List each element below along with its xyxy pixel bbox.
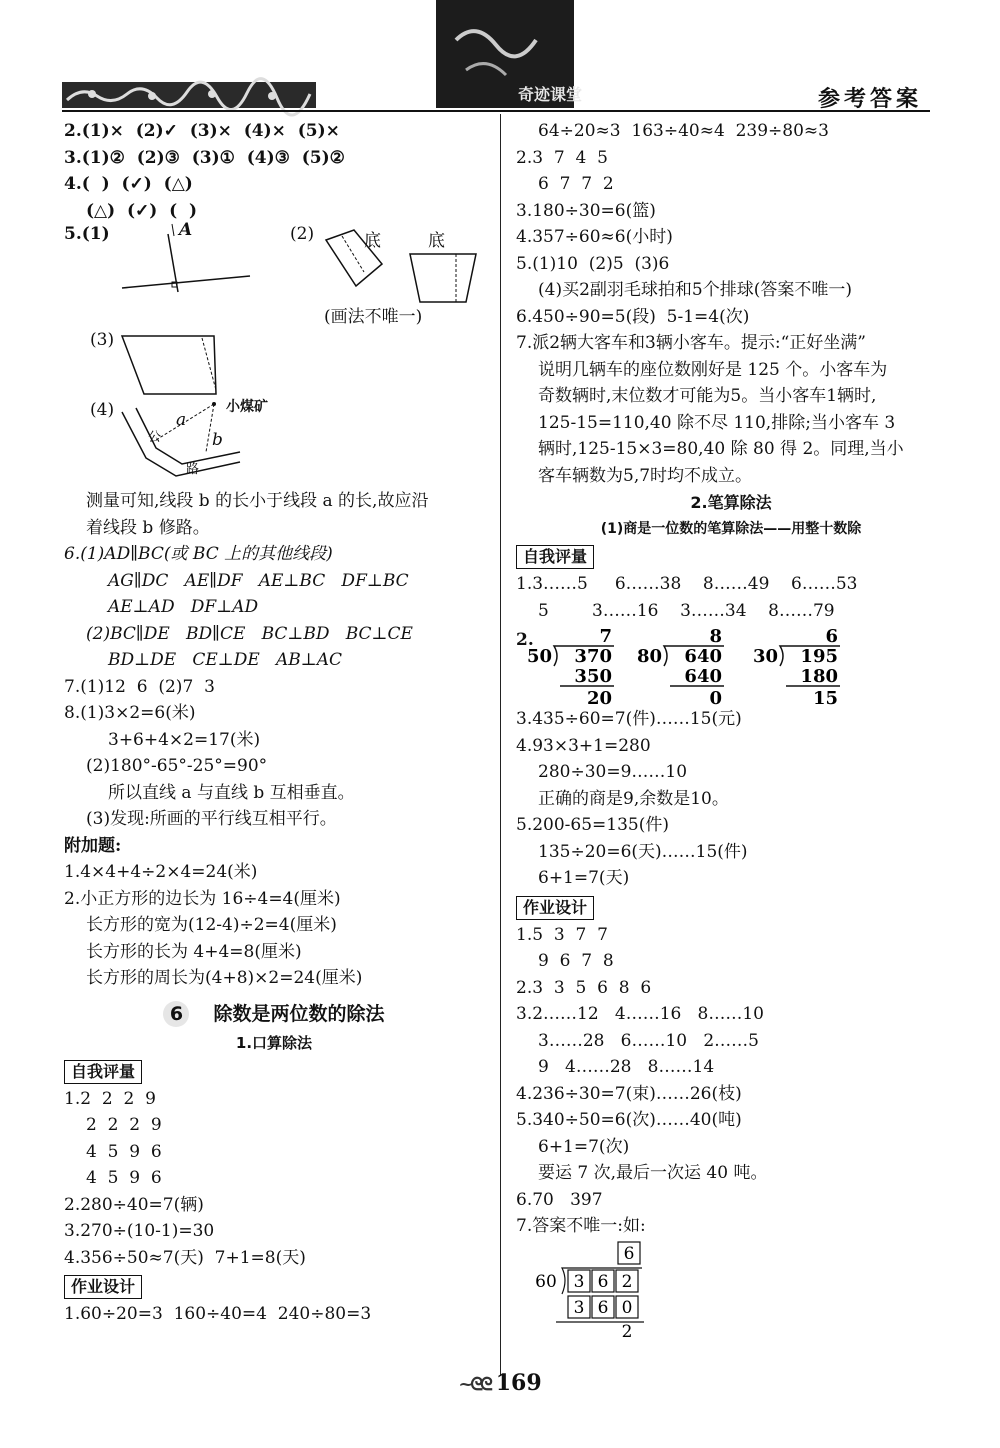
answer-line: 所以直线 a 与直线 b 互相垂直。: [108, 782, 355, 803]
answer-line: 7.派2辆大客车和3辆小客车。提示:“正好坐满”: [516, 333, 866, 353]
div1-divisor: 50: [526, 646, 552, 667]
div2-divisor: 80: [636, 646, 662, 667]
page-number: [0, 1370, 1000, 1396]
box-remainder: 2: [621, 1321, 633, 1342]
homework-label: 作业设计: [64, 1275, 142, 1299]
segment-b-label: b: [212, 430, 223, 450]
answer-line: (3)发现:所画的平行线互相平行。: [86, 809, 337, 829]
div2-dividend: 640: [684, 646, 722, 667]
answer-line: 4.236÷30=7(束)……26(枝): [516, 1083, 742, 1104]
div2-remainder: 0: [709, 688, 722, 709]
div1-product: 350: [574, 666, 612, 687]
header-ornament: [62, 82, 316, 108]
chapter-number: 6: [163, 1001, 189, 1027]
answer-line: 4.357÷60≈6(小时): [516, 227, 673, 247]
box-divisor: 60: [535, 1271, 557, 1292]
logo: [436, 0, 583, 108]
page-number-value: 169: [495, 1370, 542, 1396]
answer-line: (2)180°-65°-25°=90°: [86, 756, 268, 776]
div3-remainder: 15: [812, 688, 838, 709]
answer-line: 着线段 b 修路。: [86, 517, 210, 538]
answer-line: 9 4……28 8……14: [538, 1057, 715, 1077]
answer-line: 4.93×3+1=280: [516, 735, 651, 756]
drawing-note: (画法不唯一): [324, 307, 423, 327]
div3-product: 180: [800, 666, 838, 687]
answer-line: 测量可知,线段 b 的长小于线段 a 的长,故应沿: [86, 491, 429, 511]
answer-line: 要运 7 次,最后一次运 40 吨。: [538, 1163, 768, 1183]
chapter-title: 除数是两位数的除法: [213, 1002, 385, 1025]
point-a-label: A: [179, 220, 193, 240]
chapter-heading: [64, 998, 484, 1030]
answer-line: 长方形的宽为(12-4)÷2=4(厘米): [86, 915, 337, 935]
q2-label: 2.: [516, 630, 534, 650]
answer-line: 4 5 9 6: [86, 1141, 162, 1162]
div1-dividend: 370: [574, 646, 612, 667]
extra-title: 附加题:: [64, 835, 122, 856]
base-label: 底: [364, 231, 381, 251]
answer-line: 1.2 2 2 9: [64, 1088, 156, 1109]
answer-line: 奇数辆时,末位数才可能为5。当小客车1辆时,: [538, 386, 877, 406]
swirl-ornament-icon: ~ᘓᘓ: [458, 1374, 490, 1395]
q5-3-figure: [64, 330, 484, 400]
page-title: 参考答案: [817, 86, 922, 112]
answer-line: 2.280÷40=7(辆): [64, 1194, 204, 1215]
answer-line: 7.(1)12 6 (2)7 3: [64, 676, 215, 697]
right-column: [516, 118, 946, 1340]
segment-a-label: a: [176, 410, 187, 430]
answer-line: 280÷30=9……10: [538, 762, 688, 782]
q5-label-4: (4): [90, 400, 115, 420]
box-dividend-digit: 3: [573, 1271, 585, 1292]
div3-divisor: 30: [752, 646, 778, 667]
q5-label-1: 5.(1): [64, 224, 110, 244]
header-rule: [62, 110, 930, 112]
answer-line: 1.4×4+4÷2×4=24(米): [64, 862, 258, 882]
answer-line: 1.3……5 6……38 8……49 6……53: [516, 574, 858, 594]
answer-line: 5 3……16 3……34 8……79: [538, 600, 835, 621]
box-product-digit: 3: [573, 1297, 585, 1318]
answer-line: 2.3 3 5 6 8 6: [516, 977, 652, 998]
self-assessment-label: 自我评量: [64, 1060, 142, 1084]
answer-line: BD⊥DE CE⊥DE AB⊥AC: [108, 650, 343, 670]
answer-line: 1.5 3 7 7: [516, 924, 608, 945]
answer-line: 5.340÷50=6(次)……40(吨): [516, 1110, 742, 1130]
homework-label: 作业设计: [516, 896, 594, 920]
q5-label-3: (3): [90, 330, 115, 350]
boxed-division: [516, 1240, 946, 1340]
answer-line: 2.小正方形的边长为 16÷4=4(厘米): [64, 888, 341, 909]
box-product-digit: 0: [621, 1297, 633, 1318]
answer-line: 3+6+4×2=17(米): [108, 729, 261, 750]
box-dividend-digit: 2: [621, 1271, 633, 1292]
section-title: 1.口算除法: [235, 1033, 313, 1052]
div3-dividend: 195: [800, 646, 838, 667]
column-divider: [500, 114, 501, 1376]
base-label: 底: [428, 231, 445, 251]
mine-label: 小煤矿: [226, 399, 268, 415]
answer-line: 辆时,125-15×3=80,40 除 80 得 2。同理,当小: [538, 439, 904, 459]
answer-line: 3……28 6……10 2……5: [538, 1030, 759, 1051]
answer-line: (2)BC∥DE BD∥CE BC⊥BD BC⊥CE: [86, 623, 413, 644]
answer-line: 8.(1)3×2=6(米): [64, 703, 196, 723]
answer-line: (4)买2副羽毛球拍和5个排球(答案不唯一): [538, 280, 852, 300]
answer-line: 3.180÷30=6(篮): [516, 200, 656, 221]
road-label: 路: [186, 462, 200, 477]
answer-line: 2.(1)× (2)✓ (3)× (4)× (5)×: [64, 121, 340, 141]
road-label: 公: [148, 430, 162, 445]
answer-line: 3.435÷60=7(件)……15(元): [516, 709, 742, 729]
answer-line: 说明几辆车的座位数刚好是 125 个。小客车为: [538, 359, 888, 380]
answer-line: 6+1=7(次): [538, 1136, 630, 1157]
answer-line: 长方形的长为 4+4=8(厘米): [86, 941, 302, 962]
answer-line: 1.60÷20=3 160÷40=4 240÷80=3: [64, 1304, 372, 1324]
answer-line: 4 5 9 6: [86, 1168, 162, 1188]
answer-line: 5.200-65=135(件): [516, 815, 669, 835]
subsection-title: (1)商是一位数的笔算除法——用整十数除: [600, 521, 862, 537]
left-column: [64, 118, 484, 1328]
self-assessment-label: 自我评量: [516, 545, 594, 569]
box-product-digit: 6: [597, 1297, 609, 1318]
answer-line: 客车辆数为5,7时均不成立。: [538, 465, 753, 486]
long-division-row: [516, 624, 946, 709]
answer-line: 135÷20=6(天)……15(件): [538, 841, 748, 862]
answer-line: 6.70 397: [516, 1189, 603, 1210]
answer-line: 64÷20≈3 163÷40≈4 239÷80≈3: [538, 121, 829, 141]
q5-figures: [64, 220, 484, 330]
answer-line: 5.(1)10 (2)5 (3)6: [516, 253, 670, 274]
box-quotient: 6: [623, 1243, 635, 1264]
div2-product: 640: [684, 666, 722, 687]
answer-line: 3.270÷(10-1)=30: [64, 1221, 215, 1241]
answer-line: 4.( ) (✓) (△): [64, 174, 193, 194]
answer-line: 2 2 2 9: [86, 1115, 162, 1135]
answer-line: AG∥DC AE∥DF AE⊥BC DF⊥BC: [108, 570, 409, 591]
section-title: 2.笔算除法: [690, 493, 772, 512]
answer-line: 125-15=110,40 除不尽 110,排除;当小客车 3: [538, 412, 896, 433]
answer-line: 9 6 7 8: [538, 951, 614, 971]
answer-line: 3.2……12 4……16 8……10: [516, 1004, 764, 1024]
answer-line: 7.答案不唯一:如:: [516, 1216, 646, 1236]
div1-quotient: 7: [599, 626, 612, 647]
answer-line: 正确的商是9,余数是10。: [538, 788, 729, 809]
q5-label-2: (2): [290, 224, 315, 244]
logo-text: 奇迹课堂: [518, 85, 583, 104]
answer-line: 长方形的周长为(4+8)×2=24(厘米): [86, 968, 363, 988]
answer-line: 2.3 7 4 5: [516, 147, 608, 168]
div2-quotient: 8: [709, 626, 722, 647]
div1-remainder: 20: [586, 688, 612, 709]
answer-line: 6+1=7(天): [538, 868, 630, 888]
answer-line: 6.450÷90=5(段) 5-1=4(次): [516, 306, 750, 327]
answer-line: 4.356÷50≈7(天) 7+1=8(天): [64, 1247, 306, 1268]
answer-line: AE⊥AD DF⊥AD: [108, 597, 259, 617]
answer-line: 6.(1)AD∥BC(或 BC 上的其他线段): [64, 544, 333, 564]
answer-line: 6 7 7 2: [538, 174, 614, 194]
long-division-diagram: [516, 624, 946, 709]
div3-quotient: 6: [825, 626, 838, 647]
answer-line: (△) (✓) ( ): [86, 200, 198, 221]
q5-4-figure: [64, 400, 484, 488]
answer-line: 3.(1)② (2)③ (3)① (4)③ (5)②: [64, 147, 345, 168]
box-dividend-digit: 6: [597, 1271, 609, 1292]
